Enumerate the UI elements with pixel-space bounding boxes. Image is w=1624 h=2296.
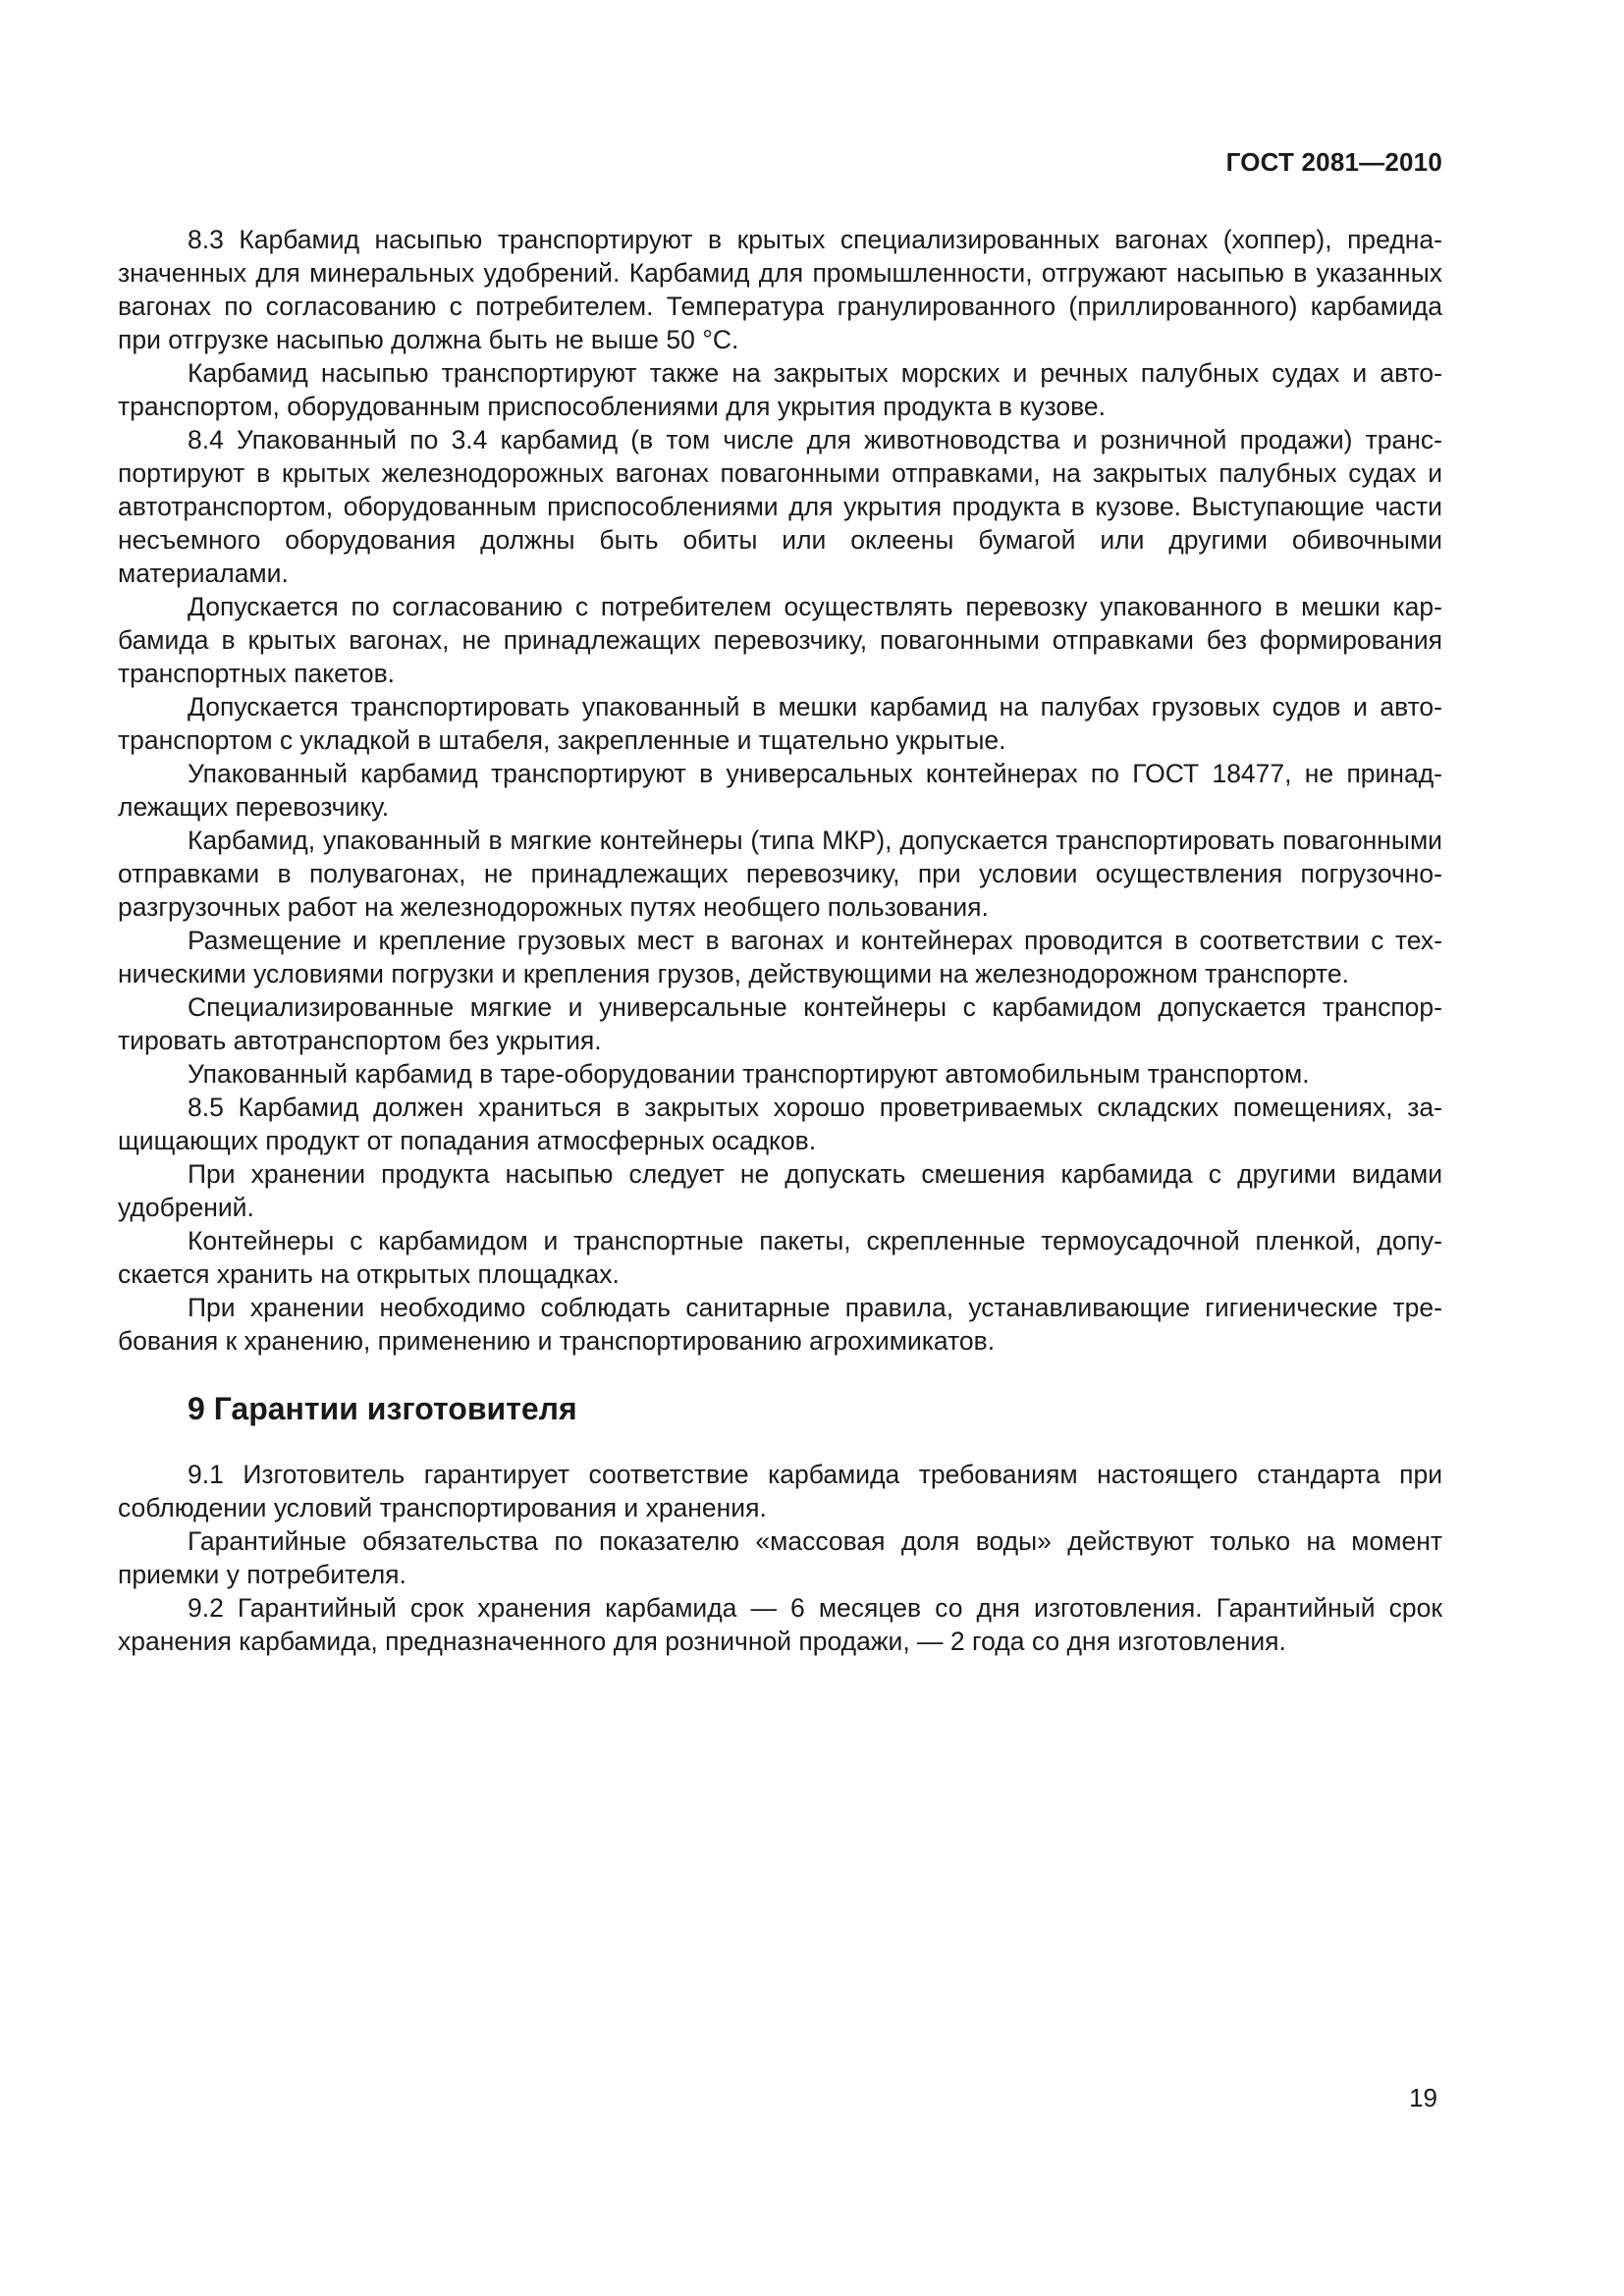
paragraph: Карбамид насыпью транспортируют также на закрытых морских и речных палубных судах и автотранспортом, оборудованным приспособлениями для укрытия продукта в кузове.: [118, 358, 1442, 421]
paragraph: Контейнеры с карбамидом и транспортные пакеты, скрепленные термоусадочной пленкой, допускается хранить на открытых площадках.: [118, 1226, 1442, 1289]
document-code-header: ГОСТ 2081—2010: [1225, 147, 1442, 177]
paragraph: Специализированные мягкие и универсальные контейнеры с карбамидом допускается транспортировать автотранспортом без укрытия.: [118, 992, 1442, 1055]
paragraph: Размещение и крепление грузовых мест в вагонах и контейнерах проводится в соответствии с техническими условиями погрузки и крепления грузов, действующими на железнодорожном транспорте.: [118, 926, 1442, 988]
paragraph: Допускается по согласованию с потребителем осуществлять перевозку упакованного в мешки карбамида в крытых вагонах, не принадлежащих перевозчику, повагонными отправками без формирования транспортных пакетов.: [118, 592, 1442, 688]
section-9-heading: 9 Гарантии изготовителя: [188, 1391, 577, 1426]
paragraph: При хранении продукта насыпью следует не допускать смешения карбамида с другими видами удобрений.: [118, 1159, 1442, 1222]
paragraph: Гарантийные обязательства по показателю «массовая доля воды» действуют только на момент приемки у потребителя.: [118, 1526, 1442, 1589]
page-content: [118, 223, 1442, 1658]
paragraph: Упакованный карбамид транспортируют в универсальных контейнерах по ГОСТ 18477, не принадлежащих перевозчику.: [118, 759, 1442, 822]
section-9-body: [118, 1458, 1442, 1658]
paragraph-8-5: 8.5 Карбамид должен храниться в закрытых хорошо проветриваемых складских помещениях, защищающих продукт от попадания атмосферных осадков.: [118, 1093, 1442, 1155]
paragraph: При хранении необходимо соблюдать санитарные правила, устанавливающие гигиенические требования к хранению, применению и транспортированию агрохимикатов.: [118, 1293, 1442, 1356]
page-number: 19: [1409, 2083, 1437, 2112]
section-8-body: [118, 223, 1442, 1358]
paragraph-8-4: 8.4 Упакованный по 3.4 карбамид (в том числе для животноводства и розничной продажи) транспортируют в крытых железнодорожных вагонах повагонными отправками, на закрытых палубных судах и автотранспортом, оборудованным приспособлениями для укрытия продукта в кузове. Выступающие части несъемного оборудования должны быть обиты или оклеены бумагой или другими обивочными материалами.: [118, 425, 1442, 588]
paragraph-8-3: 8.3 Карбамид насыпью транспортируют в крытых специализированных вагонах (хоппер), предназначенных для минеральных удобрений. Карбамид для промышленности, отгружают насыпью в указанных вагонах по согласованию с потребителем. Температура гранулированного (приллированного) карбамида при отгрузке насыпью должна быть не выше 50 °С.: [118, 225, 1442, 354]
paragraph-9-1: 9.1 Изготовитель гарантирует соответствие карбамида требованиям настоящего стандарта при соблюдении условий транспортирования и хранения.: [118, 1460, 1442, 1522]
paragraph-9-2: 9.2 Гарантийный срок хранения карбамида — 6 месяцев со дня изготовления. Гарантийный срок хранения карбамида, предназначенного для розничной продажи, — 2 года со дня изготовления.: [118, 1593, 1442, 1656]
paragraph: Допускается транспортировать упакованный в мешки карбамид на палубах грузовых судов и автотранспортом с укладкой в штабеля, закрепленные и тщательно укрытые.: [118, 692, 1442, 755]
paragraph: Упакованный карбамид в таре-оборудовании транспортируют автомобильным транспортом.: [188, 1059, 1310, 1089]
paragraph: Карбамид, упакованный в мягкие контейнеры (типа МКР), допускается транспортировать повагонными отправками в полувагонах, не принадлежащих перевозчику, при условии осуществления погрузочно-разгрузочных работ на железнодорожных путях необщего пользования.: [118, 826, 1442, 922]
